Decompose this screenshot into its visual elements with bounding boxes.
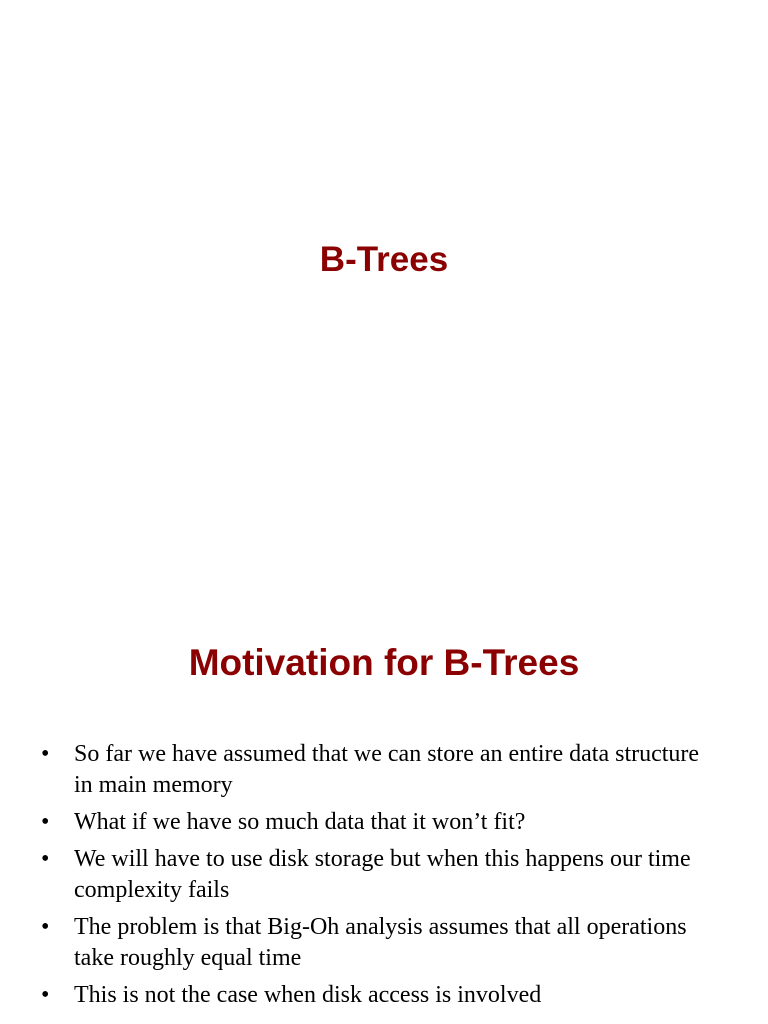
bullet-icon: • — [41, 982, 50, 1008]
bullet-icon: • — [41, 741, 50, 767]
bullet-text: So far we have assumed that we can store an entire data structure in main memory — [74, 741, 700, 798]
slide-title: B-Trees — [319, 240, 449, 279]
slide-heading: Motivation for B-Trees — [188, 642, 580, 683]
bullet-text: The problem is that Big-Oh analysis assumes that all operations take roughly equal time — [74, 914, 687, 971]
list-item — [41, 844, 721, 906]
bullet-icon: • — [41, 846, 50, 872]
bullet-text: This is not the case when disk access is involved — [74, 982, 542, 1008]
bullet-text: We will have to use disk storage but when this happens our time complexity fails — [74, 846, 691, 903]
bullet-icon: • — [41, 809, 50, 835]
list-item — [41, 912, 721, 974]
list-item — [41, 807, 721, 838]
bullet-list — [41, 739, 721, 1017]
bullet-icon: • — [41, 914, 50, 940]
list-item — [41, 739, 721, 801]
list-item — [41, 980, 721, 1011]
bullet-text: What if we have so much data that it won’t fit? — [74, 809, 526, 835]
